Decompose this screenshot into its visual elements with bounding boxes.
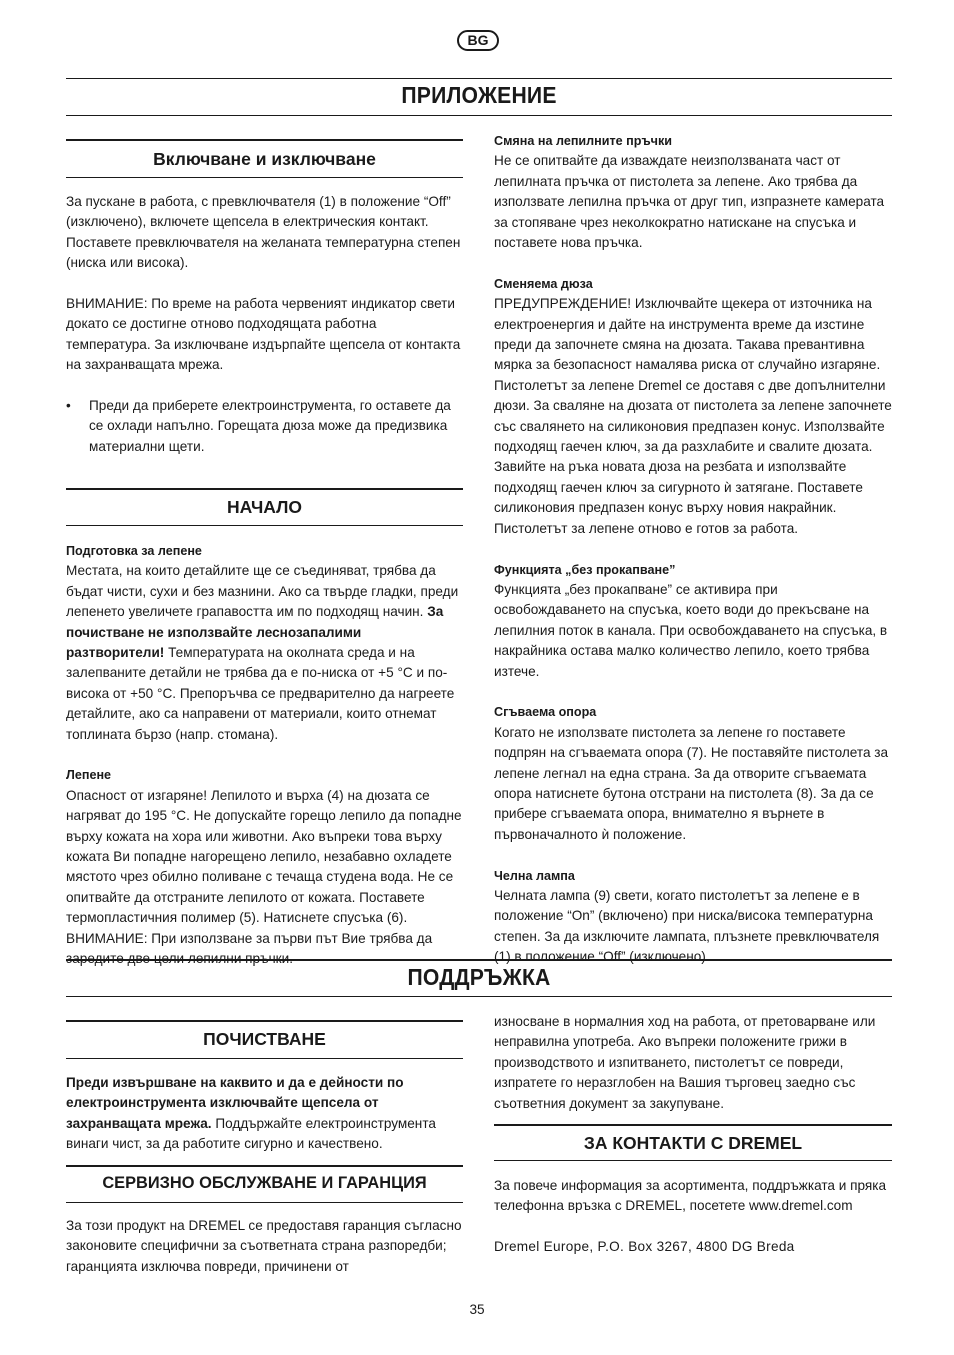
page-number: 35 — [469, 1302, 485, 1317]
on-off-paragraph-1: За пускане в работа, с превключвателя (1) в положение “Off” (изключено), включете щепсела в електрическия контакт. Поставете превключвателя на желаната температурна степен (ниска или висока). — [66, 194, 461, 271]
prep-text-warning: За почистване не използвайте леснозапалими разтворители! — [66, 604, 444, 661]
glue-text: Опасност от изгаряне! Лепилото и върха (4) на дюзата се нагряват до 195 °C. Не допускайте горещо лепило да попадне върху кожата на хора или животни. Ако въпреки това върху кожата Ви попадне нагорещено лепило, незабавно охладете мястото чрез обилно поливане с течаща студена вода. Не се опитвайте да отстраните лепилото от кожата. Поставете термопластичния полимер (5). Натиснете спусъка (6). ВНИМАНИЕ: При използване за първи път Вие трябва да заредите две цели лепилни пръчки. — [66, 787, 462, 967]
start-section — [66, 541, 463, 970]
stand-label: Сгъваема опора — [494, 705, 597, 720]
glue-label: Лепене — [66, 768, 112, 783]
on-off-bullet — [66, 396, 463, 457]
prep-label: Подготовка за лепене — [66, 544, 202, 558]
nodrip-text: Функцията „без прокапване” се активира при освобождаването на спусъка, което води до прекъсване на лепилния поток в канала. При освобождаването на спусъка, в накрайника остава малко количество лепило, което трябва изтече. — [494, 581, 888, 679]
on-off-heading: Включване и изключване — [153, 149, 376, 169]
contact-address: Dremel Europe, P.O. Box 3267, 4800 DG Breda — [494, 1239, 795, 1255]
service-rule-bottom — [66, 1202, 463, 1203]
service-continued-section — [494, 1012, 892, 1114]
prep-text-b: Температурата на околната среда и на залепваните детайли не трябва да е по-ниска от +5 °C и по-висока от +50 °C. Препоръчва се предварително да нагреете детайлите, ако са направени от материали, които отнемат топлината бързо (напр. стомана). — [66, 645, 455, 742]
cleaning-warning: Преди извършване на каквито и да е дейности по електроинструмента изключвайте щепсела от захранващата мрежа. — [66, 1075, 404, 1131]
on-off-section — [66, 192, 463, 457]
lamp-label: Челна лампа — [494, 868, 575, 883]
prep-text-a: Местата, на които детайлите ще се съединяват, трябва да бъдат чисти, сухи и без мазнини. Ако са твърде гладки, преди лепенето увеличете грапавостта им по подходящ начин. — [66, 563, 459, 620]
maintenance-rule-top — [66, 959, 892, 961]
title-rule-top — [66, 78, 892, 79]
contact-heading: ЗА КОНТАКТИ С DREMEL — [583, 1133, 803, 1153]
title-rule-bottom — [66, 115, 892, 116]
contact-rule-bottom — [494, 1160, 892, 1161]
language-badge: BG — [457, 30, 499, 51]
maintenance-rule-bottom — [66, 996, 892, 997]
cleaning-text — [66, 1073, 463, 1155]
nozzle-label: Сменяема дюза — [494, 276, 593, 291]
right-column-section — [494, 131, 892, 968]
contact-section — [494, 1176, 892, 1258]
maintenance-title: ПОДДРЪЖКА — [407, 964, 551, 990]
cleaning-section — [66, 1073, 463, 1155]
sticks-label: Смяна на лепилните пръчки — [494, 134, 673, 148]
on-off-paragraph-2: ВНИМАНИЕ: По време на работа червеният индикатор свети докато се достигне отново подходящата работна температура. За изключване издърпайте щепсела от контакта на захранващата мрежа. — [66, 296, 461, 373]
page-title: ПРИЛОЖЕНИЕ — [401, 82, 557, 108]
start-rule-top — [66, 488, 463, 490]
bullet-mark: • — [66, 398, 71, 414]
on-off-bullet-text: Преди да приберете електроинструмента, го оставете да се охлади напълно. Горещата дюза може да предизвика материални щети. — [89, 398, 451, 454]
nodrip-label: Функцията „без прокапване” — [494, 562, 676, 577]
nozzle-text: ПРЕДУПРЕЖДЕНИЕ! Изключвайте щекера от източника на електроенергия и дайте на инструмента време да изстине преди да започнете смяна на дюзата. Такава превантивна мярка за безопасност намалява риска от случайно изгаряне. Пистолетът за лепене Dremel се доставя с две допълнителни дюзи. За сваляне на дюзата от пистолета за лепене започнете със свалянето на силиконовия предпазен конус. Използвайте подходящ гаечен ключ, за да разхлабите и свалите дюзата. Завийте на ръка новата дюза на резбата и използвайте подходящ гаечен ключ за сигурното ѝ затягане. Поставете силиконовия предпазен конус върху новия накрайник. Пистолетът за лепене отново е готов за работа. — [494, 296, 892, 536]
cleaning-heading: ПОЧИСТВАНЕ — [203, 1029, 326, 1049]
service-section — [66, 1216, 463, 1277]
cleaning-rule-bottom — [66, 1058, 463, 1059]
service-text-b: износване в нормалния ход на работа, от претоварване или неправилна употреба. Ако въпреки положените грижи в производството и изпитването, пистолетът се повреди, изпратете го неразглобен на Вашия търговец заедно със съответния документ за закупуване. — [494, 1014, 876, 1111]
on-off-rule-top — [66, 139, 463, 141]
prep-text — [66, 561, 463, 745]
sticks-text: Не се опитвайте да изваждате неизползваната част от лепилната пръчка от пистолета за лепене. Ако трябва да използвате лепилна пръчка от друг тип, изпразнете камерата за стопяване чрез неколкократно натискане на спусъка и поставете нова пръчка. — [494, 153, 885, 251]
contact-text: За повече информация за асортимента, поддръжката и пряка телефонна връзка с DREMEL, посетете www.dremel.com — [494, 1178, 887, 1214]
lamp-text: Челната лампа (9) свети, когато пистолетът за лепене е в положение “On” (включено) при ниска/висока температурна степен. За да изключите лампата, плъзнете превключвателя (1) в положение “Off” (изключено). — [494, 887, 880, 965]
cleaning-body: Поддържайте електроинструмента винаги чист, за да работите сигурно и качествено. — [66, 1115, 436, 1152]
service-heading: СЕРВИЗНО ОБСЛУЖВАНЕ И ГАРАНЦИЯ — [102, 1174, 427, 1192]
contact-rule-top — [494, 1124, 892, 1126]
start-rule-bottom — [66, 525, 463, 526]
stand-text: Когато не използвате пистолета за лепене го поставете подпрян на сгъваемата опора (7). Не поставяйте пистолета за лепене легнал на една страна. За да отворите сгъваемата опора натиснете бутона отстрани на пистолета (8). За да се прибере сгъваемата опора, внимателно я върнете в първоначалното ѝ положение. — [494, 724, 889, 842]
start-heading: НАЧАЛО — [227, 497, 302, 517]
cleaning-rule-top — [66, 1020, 463, 1022]
service-rule-top — [66, 1165, 463, 1167]
service-text-a: За този продукт на DREMEL се предоставя гаранция съгласно законовите специфични за съответната страна разпоредби; гаранцията изключва повреди, причинени от — [66, 1218, 462, 1274]
on-off-rule-bottom — [66, 177, 463, 178]
